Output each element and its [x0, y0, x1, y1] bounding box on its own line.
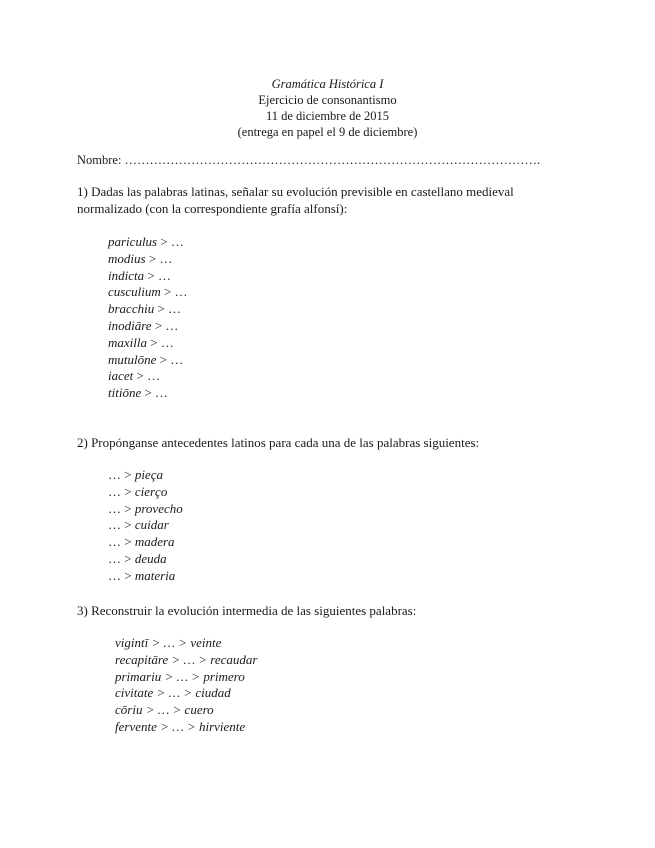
- antecedent-placeholder: … >: [108, 550, 135, 566]
- list-item: [108, 568, 183, 585]
- spanish-word: deuda: [134, 550, 167, 566]
- spanish-word: madera: [134, 534, 175, 550]
- evolution-placeholder: > …: [154, 301, 182, 317]
- list-item: [108, 335, 188, 352]
- evolution-placeholder: > …: [141, 385, 169, 401]
- list-item: [108, 385, 188, 402]
- spanish-word: pieça: [134, 467, 163, 482]
- spanish-word: cuidar: [134, 517, 169, 533]
- delivery-note: (entrega en papel el 9 de diciembre): [237, 125, 418, 139]
- document-header: [0, 76, 655, 140]
- list-item: [108, 251, 188, 268]
- latin-word: mutulōne: [108, 351, 157, 367]
- exercise-title: Ejercicio de consonantismo: [258, 93, 397, 107]
- list-item: recapitāre > … > recaudar: [115, 651, 258, 667]
- list-item: [108, 534, 183, 551]
- evolution-placeholder: > …: [151, 317, 179, 333]
- question-1-list: [108, 234, 188, 402]
- list-item: [108, 234, 188, 251]
- name-field-line: Nombre: ……………………………………………………………………………………….: [77, 153, 541, 167]
- latin-word: iacet: [108, 368, 134, 384]
- antecedent-placeholder: … >: [108, 483, 135, 499]
- antecedent-placeholder: … >: [108, 567, 135, 583]
- antecedent-placeholder: … >: [108, 534, 135, 550]
- question-3-list: [115, 635, 257, 736]
- question-2-list: [108, 467, 183, 585]
- list-item: primariu > … > primero: [115, 668, 245, 684]
- question-2-prompt: 2) Propónganse antecedentes latinos para cada una de las palabras siguientes:: [77, 435, 480, 450]
- list-item: [108, 484, 183, 501]
- exercise-date: 11 de diciembre de 2015: [265, 109, 390, 123]
- course-title: Gramática Histórica I: [271, 77, 384, 91]
- list-item: [108, 352, 188, 369]
- list-item: civitate > … > ciudad: [115, 685, 231, 701]
- spanish-word: cierço: [134, 483, 168, 499]
- evolution-placeholder: > …: [160, 284, 188, 300]
- list-item: [108, 517, 183, 534]
- latin-word: bracchiu: [108, 301, 155, 317]
- evolution-placeholder: > …: [147, 334, 174, 350]
- list-item: cōriu > … > cuero: [115, 702, 214, 718]
- latin-word: inodiāre: [108, 317, 152, 333]
- question-1-prompt: 1) Dadas las palabras latinas, señalar su evolución previsible en castellano medieval normalizado (con la correspondiente grafía alfonsí):: [77, 184, 514, 216]
- list-item: [108, 368, 188, 385]
- latin-word: indicta: [108, 267, 145, 283]
- evolution-placeholder: > …: [157, 234, 184, 249]
- latin-word: titiōne: [108, 385, 142, 401]
- list-item: [108, 268, 188, 285]
- antecedent-placeholder: … >: [108, 467, 135, 482]
- evolution-placeholder: > …: [156, 351, 184, 367]
- evolution-placeholder: > …: [144, 267, 171, 283]
- list-item: [108, 318, 188, 335]
- list-item: [108, 284, 188, 301]
- evolution-placeholder: > …: [133, 368, 161, 384]
- list-item: vigintī > … > veinte: [115, 635, 222, 650]
- spanish-word: materia: [134, 567, 176, 583]
- list-item: [108, 467, 183, 484]
- latin-word: cusculium: [108, 284, 161, 300]
- antecedent-placeholder: … >: [108, 517, 135, 533]
- list-item: fervente > … > hirviente: [115, 718, 246, 734]
- list-item: [108, 551, 183, 568]
- question-3-prompt: 3) Reconstruir la evolución intermedia de las siguientes palabras:: [77, 603, 417, 618]
- evolution-placeholder: > …: [145, 250, 173, 266]
- latin-word: modius: [108, 250, 146, 266]
- latin-word: pariculus: [108, 234, 158, 249]
- antecedent-placeholder: … >: [108, 500, 135, 516]
- list-item: [108, 501, 183, 518]
- latin-word: maxilla: [108, 334, 147, 350]
- list-item: [108, 301, 188, 318]
- spanish-word: provecho: [134, 500, 183, 516]
